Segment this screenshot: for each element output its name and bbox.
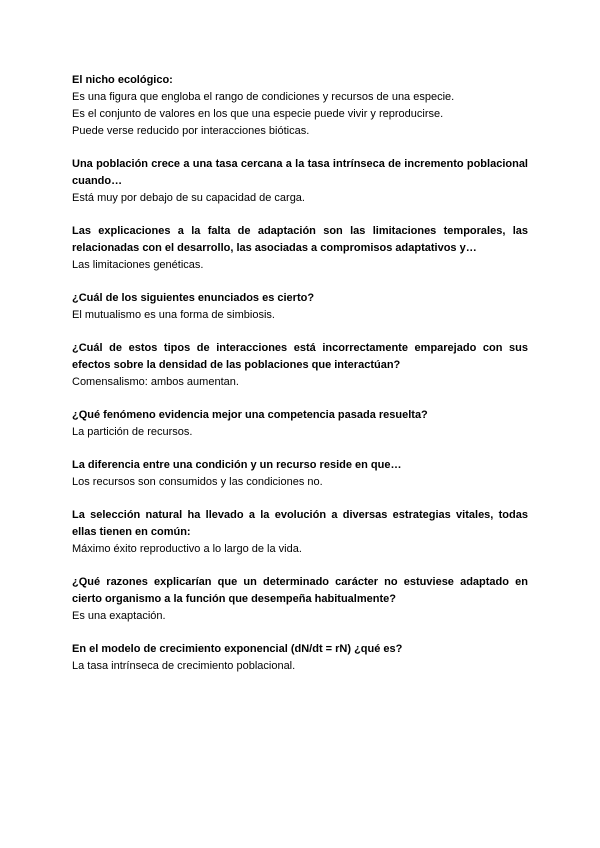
qa-item xyxy=(72,507,528,558)
answer-text: Comensalismo: ambos aumentan. xyxy=(72,376,239,388)
qa-item xyxy=(72,407,528,441)
answer-text: La partición de recursos. xyxy=(72,426,193,438)
answer-text: Las limitaciones genéticas. xyxy=(72,259,204,271)
qa-item xyxy=(72,641,528,675)
qa-item xyxy=(72,574,528,625)
question-text: El nicho ecológico: xyxy=(72,74,173,86)
answer-text: Los recursos son consumidos y las condiciones no. xyxy=(72,476,323,488)
answer-text: El mutualismo es una forma de simbiosis. xyxy=(72,309,275,321)
answer-text: Puede verse reducido por interacciones bióticas. xyxy=(72,125,310,137)
answer-text: Máximo éxito reproductivo a lo largo de la vida. xyxy=(72,543,302,555)
answer-text: Es una figura que engloba el rango de condiciones y recursos de una especie. xyxy=(72,91,455,103)
question-text: ¿Qué razones explicarían que un determinado carácter no estuviese adaptado en cierto organismo a la función que desempeña habitualmente? xyxy=(72,576,528,605)
question-text: Una población crece a una tasa cercana a la tasa intrínseca de incremento poblacional cuando… xyxy=(72,158,528,187)
qa-item xyxy=(72,72,528,140)
question-text: La diferencia entre una condición y un recurso reside en que… xyxy=(72,459,402,471)
qa-item xyxy=(72,290,528,324)
qa-item xyxy=(72,457,528,491)
qa-item xyxy=(72,156,528,207)
answer-text: La tasa intrínseca de crecimiento poblacional. xyxy=(72,660,296,672)
answer-text: Es el conjunto de valores en los que una especie puede vivir y reproducirse. xyxy=(72,108,444,120)
question-text: Las explicaciones a la falta de adaptación son las limitaciones temporales, las relacionadas con el desarrollo, las asociadas a compromisos adaptativos y… xyxy=(72,225,528,254)
question-text: En el modelo de crecimiento exponencial (dN/dt = rN) ¿qué es? xyxy=(72,643,403,655)
document-page xyxy=(72,72,528,691)
question-text: ¿Qué fenómeno evidencia mejor una competencia pasada resuelta? xyxy=(72,409,428,421)
question-text: La selección natural ha llevado a la evolución a diversas estrategias vitales, todas ellas tienen en común: xyxy=(72,509,528,538)
question-text: ¿Cuál de estos tipos de interacciones está incorrectamente emparejado con sus efectos sobre la densidad de las poblaciones que interactúan? xyxy=(72,342,528,371)
question-text: ¿Cuál de los siguientes enunciados es cierto? xyxy=(72,292,315,304)
qa-item xyxy=(72,223,528,274)
qa-item xyxy=(72,340,528,391)
answer-text: Está muy por debajo de su capacidad de carga. xyxy=(72,192,305,204)
answer-text: Es una exaptación. xyxy=(72,610,166,622)
